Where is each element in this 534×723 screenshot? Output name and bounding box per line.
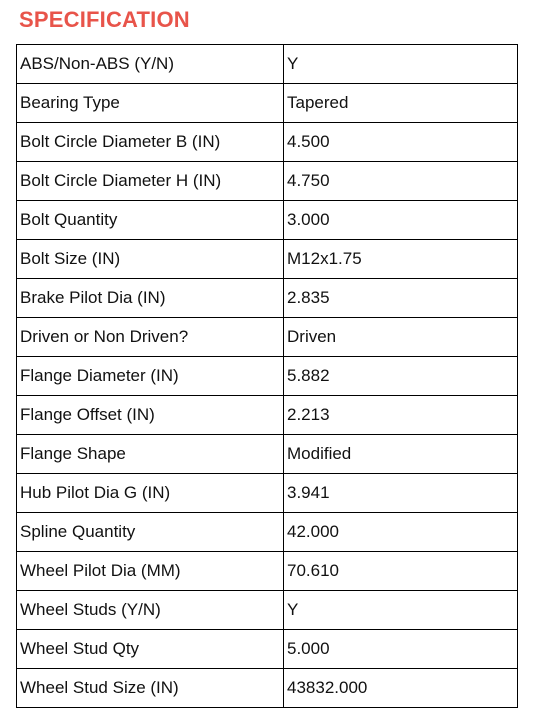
spec-label: Wheel Stud Qty — [17, 630, 284, 669]
spec-label: Driven or Non Driven? — [17, 318, 284, 357]
spec-value: 70.610 — [284, 552, 518, 591]
table-row — [17, 552, 518, 591]
table-row — [17, 84, 518, 123]
spec-label: Flange Diameter (IN) — [17, 357, 284, 396]
table-row — [17, 396, 518, 435]
table-row — [17, 240, 518, 279]
table-row — [17, 357, 518, 396]
table-row — [17, 630, 518, 669]
spec-value: 5.000 — [284, 630, 518, 669]
table-row — [17, 123, 518, 162]
spec-label: ABS/Non-ABS (Y/N) — [17, 45, 284, 84]
spec-label: Wheel Stud Size (IN) — [17, 669, 284, 708]
spec-value: M12x1.75 — [284, 240, 518, 279]
spec-label: Wheel Studs (Y/N) — [17, 591, 284, 630]
spec-value: Modified — [284, 435, 518, 474]
table-row — [17, 513, 518, 552]
table-row — [17, 591, 518, 630]
spec-label: Spline Quantity — [17, 513, 284, 552]
spec-value: 2.835 — [284, 279, 518, 318]
spec-label: Hub Pilot Dia G (IN) — [17, 474, 284, 513]
spec-value: 3.941 — [284, 474, 518, 513]
table-row — [17, 474, 518, 513]
table-row — [17, 162, 518, 201]
spec-label: Bolt Circle Diameter B (IN) — [17, 123, 284, 162]
spec-label: Bolt Circle Diameter H (IN) — [17, 162, 284, 201]
table-row — [17, 669, 518, 708]
spec-value: 42.000 — [284, 513, 518, 552]
spec-value: Driven — [284, 318, 518, 357]
spec-value: 3.000 — [284, 201, 518, 240]
spec-value: 2.213 — [284, 396, 518, 435]
spec-label: Wheel Pilot Dia (MM) — [17, 552, 284, 591]
page-title: SPECIFICATION — [19, 7, 190, 32]
specification-table — [16, 44, 518, 708]
spec-label: Brake Pilot Dia (IN) — [17, 279, 284, 318]
spec-label: Bolt Size (IN) — [17, 240, 284, 279]
spec-value: Y — [284, 45, 518, 84]
table-row — [17, 435, 518, 474]
spec-value: Y — [284, 591, 518, 630]
spec-label: Bearing Type — [17, 84, 284, 123]
spec-label: Bolt Quantity — [17, 201, 284, 240]
table-row — [17, 279, 518, 318]
table-row — [17, 201, 518, 240]
spec-value: Tapered — [284, 84, 518, 123]
spec-label: Flange Offset (IN) — [17, 396, 284, 435]
spec-value: 5.882 — [284, 357, 518, 396]
spec-value: 4.750 — [284, 162, 518, 201]
spec-value: 4.500 — [284, 123, 518, 162]
spec-value: 43832.000 — [284, 669, 518, 708]
table-row — [17, 45, 518, 84]
spec-label: Flange Shape — [17, 435, 284, 474]
table-row — [17, 318, 518, 357]
